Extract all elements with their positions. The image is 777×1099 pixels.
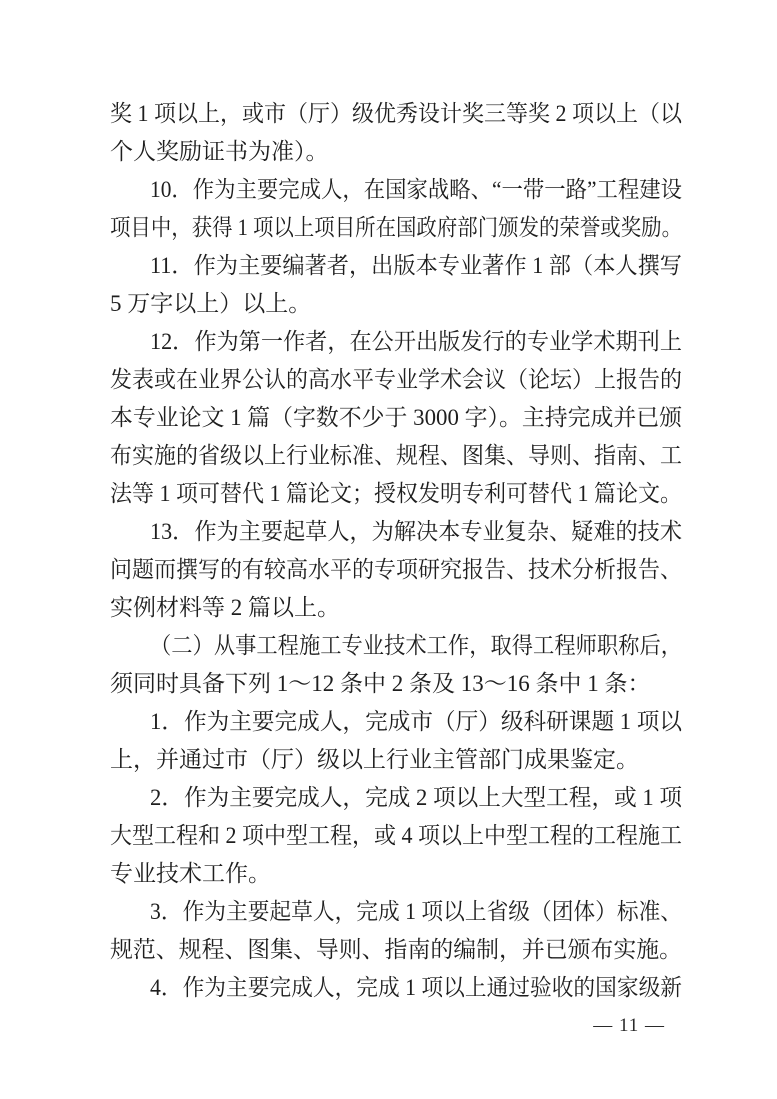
text-line-content: 须同时具备下列 1～12 条中 2 条及 13～16 条中 1 条：: [110, 671, 651, 696]
text-line: [110, 893, 682, 931]
text-line-content: 奖 1 项以上，或市（厅）级优秀设计奖三等奖 2 项以上（以: [110, 101, 682, 126]
text-line: [110, 209, 682, 247]
text-line: [110, 589, 682, 627]
text-line-content: 2．作为主要完成人，完成 2 项以上大型工程，或 1 项: [150, 785, 682, 810]
text-line: [110, 703, 682, 741]
text-line: [110, 399, 682, 437]
text-line: [110, 133, 682, 171]
page-number: — 11 —: [593, 1015, 665, 1036]
text-line-content: 10．作为主要完成人，在国家战略、“一带一路”工程建设: [150, 177, 682, 202]
text-line-content: 12．作为第一作者，在公开出版发行的专业学术期刊上: [150, 329, 682, 354]
text-line: [110, 475, 682, 513]
text-line-content: 发表或在业界公认的高水平专业学术会议（论坛）上报告的: [110, 367, 682, 392]
text-line-content: 布实施的省级以上行业标准、规程、图集、导则、指南、工: [110, 443, 682, 468]
text-line-content: 规范、规程、图集、导则、指南的编制，并已颁布实施。: [110, 937, 682, 962]
text-line: [110, 931, 682, 969]
text-line-content: 13．作为主要起草人，为解决本专业复杂、疑难的技术: [150, 519, 682, 544]
text-line: [110, 95, 682, 133]
text-line-content: 实例材料等 2 篇以上。: [110, 595, 340, 620]
text-line: [110, 247, 682, 285]
text-line: [110, 627, 682, 665]
text-line-content: 11．作为主要编著者，出版本专业著作 1 部（本人撰写: [150, 253, 682, 278]
text-line: [110, 779, 682, 817]
text-line-content: 个人奖励证书为准）。: [110, 139, 329, 164]
text-line: [110, 323, 682, 361]
text-line: [110, 285, 682, 323]
text-line: [110, 665, 682, 703]
text-line: [110, 437, 682, 475]
text-line: [110, 513, 682, 551]
text-line: [110, 171, 682, 209]
text-line-content: 问题而撰写的有较高水平的专项研究报告、技术分析报告、: [110, 557, 682, 582]
text-line: [110, 817, 682, 855]
text-line-content: （二）从事工程施工专业技术工作，取得工程师职称后，: [150, 633, 682, 658]
text-line-content: 上，并通过市（厅）级以上行业主管部门成果鉴定。: [110, 747, 639, 772]
text-line-content: 大型工程和 2 项中型工程，或 4 项以上中型工程的工程施工: [110, 823, 682, 848]
text-line: [110, 741, 682, 779]
document-body: [110, 95, 682, 1007]
text-line: [110, 855, 682, 893]
text-line-content: 3．作为主要起草人，完成 1 项以上省级（团体）标准、: [150, 899, 682, 924]
text-line-content: 法等 1 项可替代 1 篇论文；授权发明专利可替代 1 篇论文。: [110, 481, 682, 506]
text-line: [110, 551, 682, 589]
text-line-content: 1．作为主要完成人，完成市（厅）级科研课题 1 项以: [150, 709, 682, 734]
text-line-content: 本专业论文 1 篇（字数不少于 3000 字）。主持完成并已颁: [110, 405, 682, 430]
text-line-content: 4．作为主要完成人，完成 1 项以上通过验收的国家级新: [150, 975, 682, 1000]
text-line-content: 专业技术工作。: [110, 861, 271, 886]
text-line: [110, 361, 682, 399]
text-line: [110, 969, 682, 1007]
text-line-content: 项目中，获得 1 项以上项目所在国政府部门颁发的荣誉或奖励。: [110, 215, 682, 240]
text-line-content: 5 万字以上）以上。: [110, 291, 312, 316]
